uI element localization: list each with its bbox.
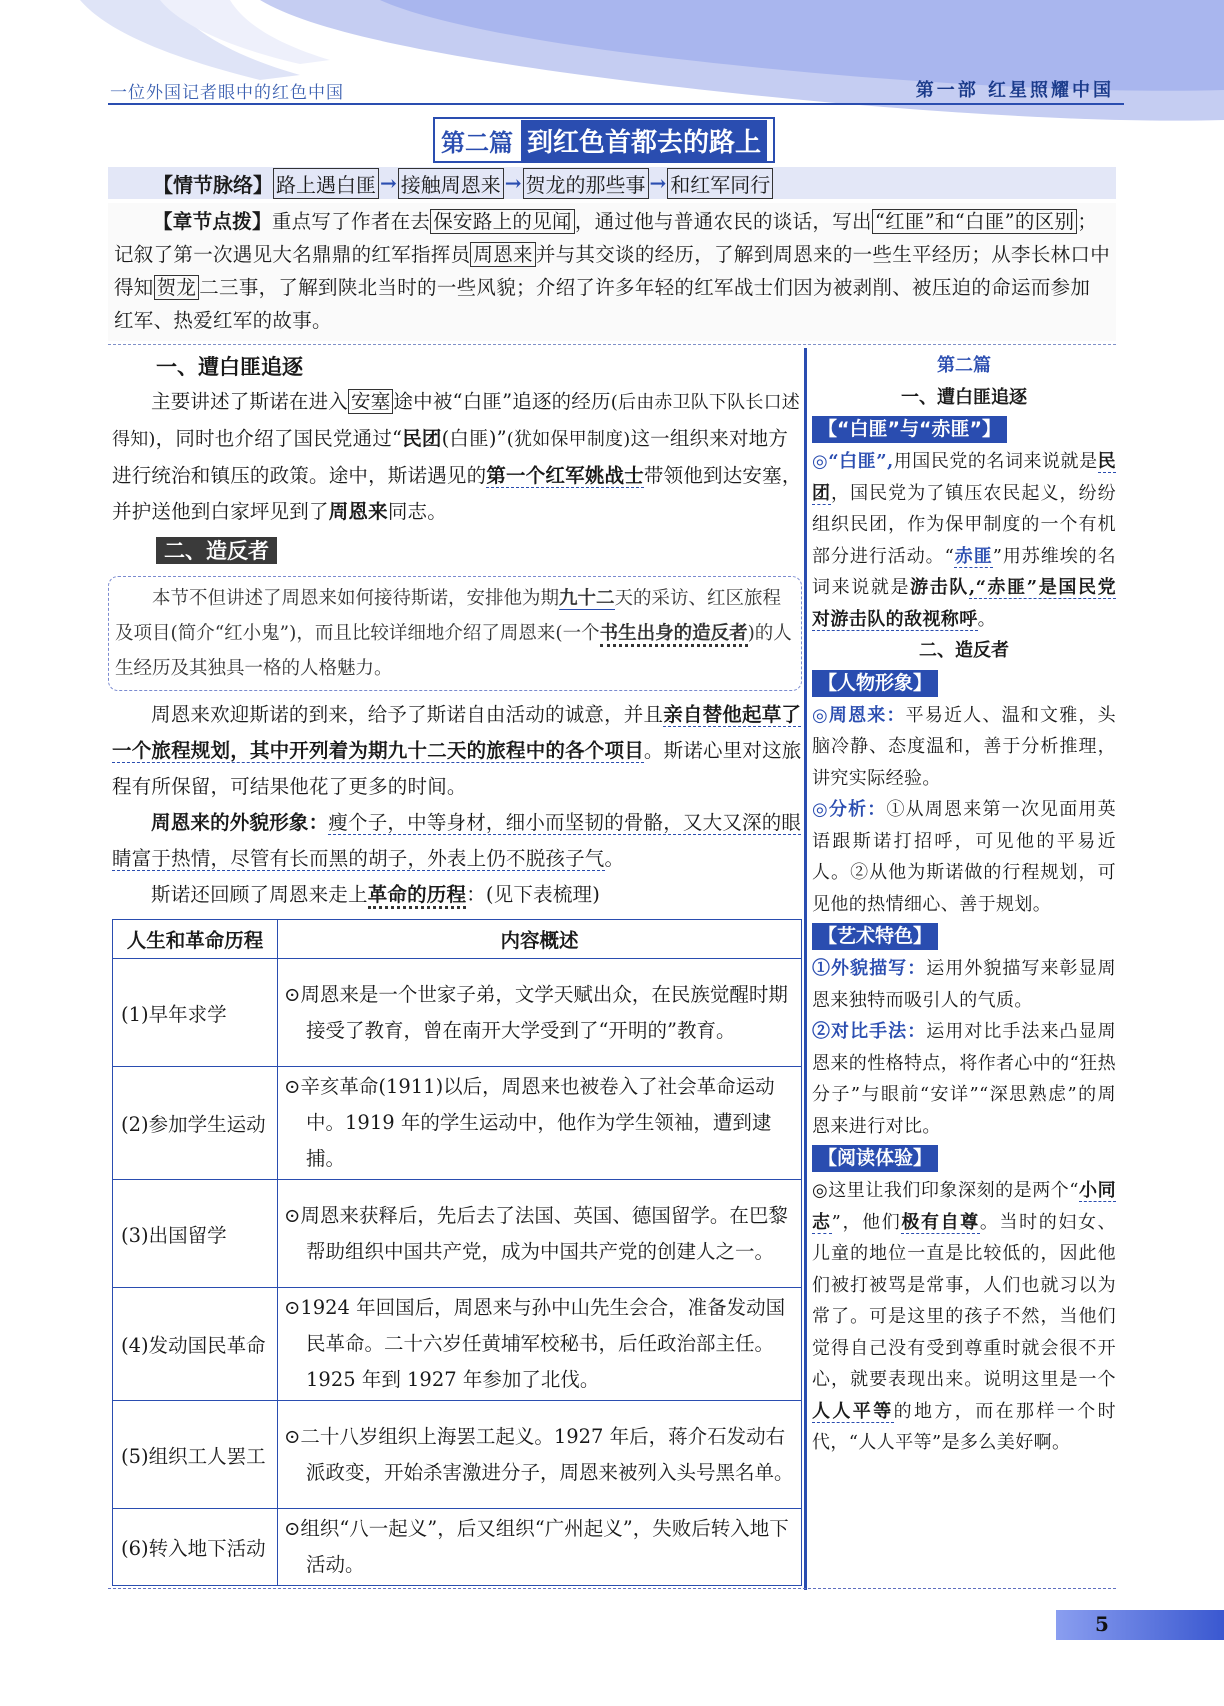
text: 平易近人、温和文雅，头脑冷静、态度温和，善于分析推理，讲究实际经验。	[812, 704, 1116, 789]
sidebar-heading: 二、造反者	[919, 640, 1009, 661]
key-term: 小同志	[812, 1180, 1116, 1233]
text: 本节不但讲述了周恩来如何接待斯诺，安排他为期	[152, 588, 560, 609]
plot-step: 贺龙的那些事	[523, 168, 649, 199]
text: ◎这里让我们印象深刻的是两个“	[812, 1180, 1079, 1201]
text: 。斯诺心里对这旅程有所保留，可结果他花了更多的时间。	[112, 739, 802, 798]
section-title-part: 第二篇	[441, 128, 513, 157]
table-cell-stage: (3)出国留学	[113, 1180, 278, 1288]
table-cell-stage: (4)发动国民革命	[113, 1288, 278, 1401]
chapter-notes	[108, 203, 1116, 341]
section-heading: 一、遭白匪追逐	[156, 354, 303, 379]
section-heading-text: 二、造反者	[156, 537, 277, 564]
key-term: 赤匪	[954, 545, 993, 567]
chapter-key-term: 周恩来	[470, 242, 535, 267]
revolution-history-table	[112, 919, 802, 1586]
text: (后由赤卫队下队长口述得知)	[112, 392, 800, 450]
chapter-key-term: “红匪”和“白匪”的区别	[872, 209, 1077, 234]
text: 运用对比手法来凸显周恩来的性格特点，将作者心中的“狂热分子”与眼前“安详”“深思熟虑”的周恩来进行对比。	[812, 1021, 1117, 1137]
sidebar-notes	[812, 350, 1116, 1459]
paragraph	[112, 697, 802, 805]
chapter-label: 【章节点拨】	[153, 210, 272, 233]
text: 运用外貌描写来彰显周恩来独特而吸引人的气质。	[812, 958, 1117, 1011]
column-divider	[804, 348, 807, 1590]
text: 。	[977, 608, 997, 630]
table-cell-content: ⊙二十八岁组织上海罢工起义。1927 年后，蒋介石发动右派政变，开始杀害激进分子，周恩来被列入头号黑名单。	[278, 1401, 802, 1509]
key-term: 九十二	[559, 588, 615, 609]
summary-box	[108, 576, 802, 691]
text: ：(见下表梳理)	[466, 883, 601, 906]
chapter-text: 二三事，了解到陕北当时的一些风貌；介绍了许多年轻的红军战士们因为被剥削、被压迫的命运而参加红军、热爱红军的故事。	[114, 276, 1091, 332]
key-term: 安塞	[348, 389, 393, 414]
paragraph	[112, 877, 802, 913]
table-cell-content: ⊙周恩来是一个世家子弟，文学天赋出众，在民族觉醒时期接受了教育，曾在南开大学受到了“开明的”教育。	[278, 959, 802, 1067]
footer-rule	[108, 1588, 1116, 1589]
page-number-band	[1056, 1610, 1224, 1640]
table-row	[113, 959, 802, 1067]
chapter-key-term: 贺龙	[154, 275, 200, 300]
table-row	[113, 1401, 802, 1509]
text: 。	[604, 847, 625, 870]
text: 这一组织来对地方进行统治和镇压的政策。途中，斯诺遇见的	[112, 427, 789, 487]
section-divider	[108, 344, 1116, 345]
chapter-text: ；记叙了第一次遇见大名鼎鼎的红军指挥员	[114, 210, 1098, 266]
book-title: 一位外国记者眼中的红色中国	[110, 83, 344, 103]
plot-outline	[108, 167, 1116, 199]
arrow-icon: →	[649, 171, 667, 195]
key-term: 周恩来	[328, 500, 388, 523]
table-header: 人生和革命历程	[113, 920, 278, 959]
key-term: 民团	[402, 427, 442, 450]
sidebar-tag: 【阅读体验】	[812, 1145, 938, 1172]
text: ”用苏维埃的名词来说就是	[812, 545, 1116, 598]
main-column	[112, 350, 802, 1586]
text: 周恩来欢迎斯诺的到来，给予了斯诺自由活动的诚意，并且	[151, 703, 664, 726]
sidebar-tag: 【艺术特色】	[812, 923, 938, 950]
table-cell-stage: (5)组织工人罢工	[113, 1401, 278, 1509]
text: 用国民党的名词来说就是	[893, 451, 1098, 472]
chapter-text: 并与其交谈的经历，了解到周恩来的一些生平经历；从李长林口中得知	[114, 243, 1111, 299]
key-term: ◎周恩来：	[812, 704, 906, 726]
key-term: ②对比手法：	[812, 1021, 927, 1042]
text: 。当时的妇女、儿童的地位一直是比较低的，因此他们被打被骂是常事，人们也就习以为常了。可是这里的孩子不然，当他们觉得自己没有受到尊重时就会很不开心，就要表现出来。说明这里是一个	[812, 1211, 1116, 1390]
sidebar-tag: 【人物形象】	[812, 670, 938, 697]
key-term: 第一个红军姚战士	[486, 464, 644, 487]
text: )的人生经历及其独具一格的人格魅力。	[115, 623, 792, 679]
section-title	[433, 117, 775, 163]
plot-step: 接触周恩来	[398, 168, 504, 199]
section-title-name: 到红色首都去的路上	[521, 120, 767, 161]
table-row	[113, 1067, 802, 1180]
table-cell-stage: (6)转入地下活动	[113, 1509, 278, 1586]
table-row	[113, 1288, 802, 1401]
page-number: 5	[1095, 1612, 1109, 1636]
chapter-key-term: 保安路上的见闻	[430, 209, 575, 234]
header-rule	[108, 103, 1124, 105]
text: ①从周恩来第一次见面用英语跟斯诺打招呼，可见他的平易近人。②从他为斯诺做的行程规划，可见他的热情细心、善于规划。	[812, 799, 1116, 915]
table-row	[113, 1180, 802, 1288]
plot-label: 【情节脉络】	[153, 172, 273, 197]
key-term: 革命的历程	[368, 883, 467, 909]
key-term: ①外貌描写：	[812, 958, 927, 979]
arrow-icon: →	[504, 171, 522, 195]
key-term: ◎分析：	[812, 799, 887, 820]
table-cell-content: ⊙组织“八一起义”，后又组织“广州起义”，失败后转入地下活动。	[278, 1509, 802, 1586]
table-cell-stage: (1)早年求学	[113, 959, 278, 1067]
table-cell-stage: (2)参加学生运动	[113, 1067, 278, 1180]
table-header-row	[113, 920, 802, 959]
chapter-text: ，通过他与普通农民的谈话，写出	[574, 210, 872, 233]
key-term: 人人平等	[812, 1400, 894, 1422]
paragraph	[112, 805, 802, 877]
plot-step: 和红军同行	[667, 168, 773, 199]
sidebar-tag: 【“白匪”与“赤匪”】	[812, 416, 1007, 443]
key-term: ,“赤匪”是国民党对游击队的敌视称呼	[812, 577, 1116, 630]
table-cell-content: ⊙周恩来获释后，先后去了法国、英国、德国留学。在巴黎帮助组织中国共产党，成为中国共产党的创建人之一。	[278, 1180, 802, 1288]
key-term: 周恩来的外貌形象：	[151, 811, 329, 834]
text: 同志。	[387, 500, 447, 523]
key-term: 游击队	[910, 577, 969, 598]
sidebar-part: 第二篇	[937, 355, 991, 376]
text: ，国民党为了镇压农民起义，纷纷组织民团，作为保甲制度的一个有机部分进行活动。“	[812, 482, 1116, 567]
text: 主要讲述了斯诺在进入	[151, 390, 349, 413]
text: 带领他到达安塞，并护送他到白家坪见到了	[112, 464, 802, 523]
text: 天的采访、红区旅程及项目(简介“红小鬼”)，而且比较详细地介绍了周恩来(一个	[115, 588, 782, 644]
section-heading	[156, 534, 802, 570]
table-header: 内容概述	[278, 920, 802, 959]
text: 途中被“白匪”追逐的经历	[393, 390, 611, 413]
text: 斯诺还回顾了周恩来走上	[151, 883, 368, 906]
arrow-icon: →	[380, 171, 397, 195]
sidebar-paragraph	[812, 953, 1116, 1016]
key-term: 极有自尊	[901, 1211, 980, 1233]
text: ”，他们	[831, 1211, 902, 1233]
key-term: 亲自替他起草了一个旅程规划，其中开列着为期九十二天的旅程中的各个项目	[112, 703, 802, 762]
sidebar-heading: 一、遭白匪追逐	[901, 386, 1027, 408]
table-row	[113, 1509, 802, 1586]
sidebar-paragraph	[812, 446, 1116, 635]
sidebar-paragraph	[812, 1175, 1116, 1459]
table-cell-content: ⊙辛亥革命(1911)以后，周恩来也被卷入了社会革命运动中。1919 年的学生运动中，他作为学生领袖，遭到逮捕。	[278, 1067, 802, 1180]
table-cell-content: ⊙1924 年回国后，周恩来与孙中山先生会合，准备发动国民革命。二十六岁任黄埔军校秘书，后任政治部主任。1925 年到 1927 年参加了北伐。	[278, 1288, 802, 1401]
sidebar-paragraph	[812, 1016, 1116, 1142]
paragraph	[112, 384, 802, 530]
text: ，同时也介绍了国民党通过“	[155, 427, 403, 450]
sidebar-paragraph	[812, 794, 1116, 920]
sidebar-paragraph	[812, 700, 1116, 795]
text: (犹如保甲制度)	[506, 429, 631, 450]
key-term: 书生出身的造反者	[600, 623, 748, 647]
chapter-text: 重点写了作者在去	[271, 210, 431, 233]
text: 的地方，而在那样一个时代，“人人平等”是多么美好啊。	[812, 1400, 1116, 1453]
plot-step: 路上遇白匪	[273, 168, 379, 199]
key-term: 民团	[812, 451, 1117, 504]
text: 瘦个子，中等身材，细小而坚韧的骨骼，又大又深的眼睛富于热情，尽管有长而黑的胡子，外表上仍不脱孩子气	[112, 811, 802, 870]
key-term: “白匪”,	[828, 451, 894, 472]
text: (白匪)”	[441, 427, 507, 450]
text: ◎	[812, 451, 829, 472]
part-title: 第一部 红星照耀中国	[915, 80, 1114, 101]
